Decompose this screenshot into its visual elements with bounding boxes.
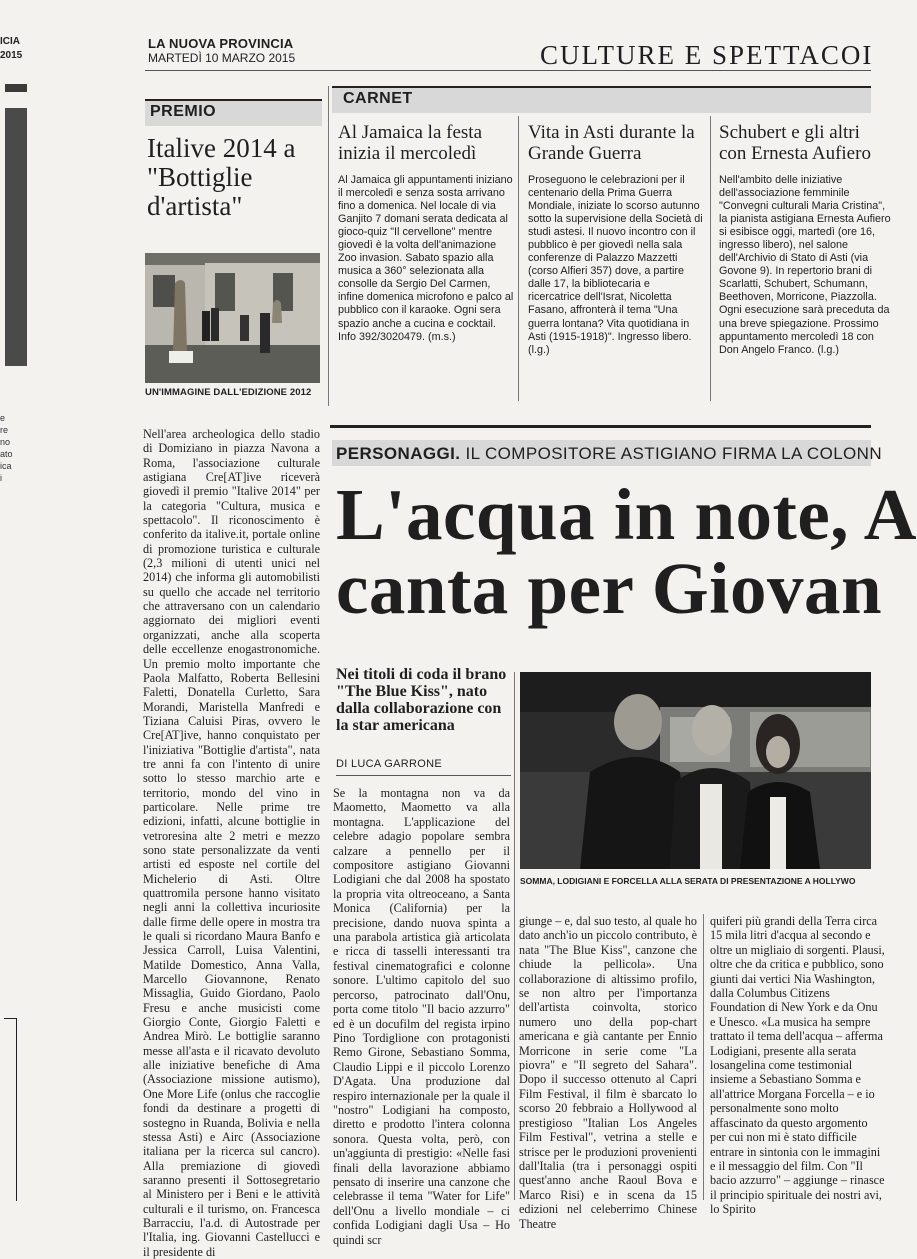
article-kicker bbox=[336, 444, 882, 464]
left-fragment-4: ato bbox=[0, 449, 13, 459]
carnet-tag-bar bbox=[332, 86, 871, 113]
article-photo-caption: SOMMA, LODIGIANI E FORCELLA ALLA SERATA DI PRESENTAZIONE A HOLLYWO bbox=[520, 876, 856, 886]
carnet-tag: CARNET bbox=[343, 90, 413, 107]
carnet-item bbox=[528, 122, 704, 357]
headline-line-1: L'acqua in note, A bbox=[336, 474, 917, 555]
left-fragment-1: e bbox=[0, 413, 6, 423]
left-fragment-2: re bbox=[0, 425, 9, 435]
headline-line-2: canta per Giovan bbox=[336, 548, 883, 629]
left-rule bbox=[5, 84, 27, 92]
article-column-rule bbox=[703, 914, 704, 1200]
left-fragment-5: ica bbox=[0, 461, 12, 471]
carnet-rule bbox=[710, 116, 711, 401]
article-column-rule bbox=[514, 672, 515, 1200]
article-column-1: Se la montagna non va da Maometto, Maometto va alla montagna. L'applicazione del celebre adagio popolare sembra calzare a pennello per il compositore astigiano Giovanni Lodigiani che dal 2008 ha spostato la propria vita oltreoceano, a Santa Monica (California) per la precisione, dando nuova spinta a una parabola artistica già articolata e ricca di tasselli interessanti tra festival cinematografici e colonne sonore. L'ultimo capitolo del suo percorso, patrocinato dall'Onu, porta come titolo "Il bacio azzurro" ed è un docufilm del regista irpino Pino Tordiglione con protagonisti Remo Girone, Sebastiano Somma, Claudio Lippi e il piccolo Lorenzo D'Agata. Una produzione dal respiro internazionale per la quale il "nostro" Lodigiani ha composto, diretto e prodotto l'intera colonna sonora. Questa volta, però, con un'aggiunta di prestigio: «Nelle fasi finali della lavorazione abbiamo pensato di inserire una canzone che celebrasse il tema "Water for Life" dell'Onu a livello mondiale – ci confida Lodigiani dagli Usa – Ho quindi scr bbox=[333, 786, 510, 1247]
article-photo bbox=[520, 672, 871, 869]
issue-date: MARTEDÌ 10 MARZO 2015 bbox=[148, 51, 296, 65]
premio-title: Italive 2014 a "Bottiglie d'artista" bbox=[147, 133, 296, 221]
carnet-item bbox=[719, 122, 891, 357]
premio-photo-caption: UN'IMMAGINE DALL'EDIZIONE 2012 bbox=[145, 387, 312, 398]
carnet-item-body: Al Jamaica gli appuntamenti iniziano il mercoledì e senza sosta arrivano fino a domenica. Nel locale di via Ganjito 7 domani serata dedicata al gioco-quiz "Il cervellone" mentre giovedì è la volta dell'animazione Zoo invasion. Sabato spazio alla musica a 360° selezionata alla consolle da Sergio Del Carmen, infine domenica microfono e palco al pubblico con il karaoke. Ogni sera spazio anche a cucina e cocktail. Info 392/3020479. (m.s.) bbox=[338, 174, 514, 343]
byline-rule bbox=[336, 775, 511, 776]
article-headline bbox=[336, 474, 917, 629]
premio-body: Nell'area archeologica dello stadio di Domiziano in piazza Navona a Roma, l'associazione culturale astigiana Cre[AT]ive riceverà giovedì il premio "Italive 2014" per la categoria "Cultura, musica e spettacolo". Il riconoscimento è conferito da italive.it, portale online di promozione turistica e culturale (2,3 milioni di utenti unici nel 2014) che informa gli automobilisti su quello che accade nel territorio che attraversano con un calendario aggiornato dei migliori eventi organizzati, anche alla scoperta delle eccellenze enogastronomiche. Un premio molto importante che Paola Malfatto, Roberta Bellesini Faletti, Donatella Curletto, Sara Morandi, Maristella Manfredi e Tiziana Caluisi Piras, ovvero le Cre[AT]ive, hanno conquistato per l'iniziativa "Bottiglie d'artista", nata tre anni fa con l'intento di unire sotto lo stesso marchio arte e territorio, mondo del vino in particolare. Nelle prime tre edizioni, infatti, alcune bottiglie in vetroresina alte 2 metri e mezzo sono state personalizzate da venti artisti ed esposte nel cortile del Michelerio di Asti. Oltre quattromila persone hanno visitato negli anni la collettiva incuriosite dalle firme delle opere in mostra tra le quali si ricordano Maura Banfo e Jessica Carroll, Luisa Valentini, Matilde Domestico, Anna Valla, Marcello Giovannone, Renato Missaglia, Guido Giordano, Paolo Fresu e anche musicisti come Giorgio Conte, Giorgio Faletti e Andrea Mirò. Le bottiglie saranno messe all'asta e il ricavato devoluto alle iniziative benefiche di Ama (Associazione missione autismo), One More Life (onlus che raccoglie fondi da destinare a progetti di sostegno in Ruanda, Bolivia e nella stessa Asti) e Airc (Associazione italiana per la ricerca sul cancro). Alla premiazione di giovedì saranno presenti il Sottosegretario al Ministero per i Beni e le attività culturali e il turismo, on. Francesca Barracciu, l'a.d. di Autostrade per l'Italia, ing. Giovanni Castellucci e il presidente di bbox=[143, 427, 320, 1259]
left-fragment-top1: ICIA bbox=[0, 36, 20, 47]
premio-photo bbox=[145, 253, 320, 383]
premio-tag: PREMIO bbox=[150, 103, 217, 120]
left-photo-fragment bbox=[5, 108, 27, 366]
carnet-item-body: Nell'ambito delle iniziative dell'associazione femminile "Convegni culturali Maria Cristina", la pianista astigiana Ernesta Aufiero si esibisce oggi, martedì (ore 16, ingresso libero), nel salone dell'Archivio di Stato di Asti (via Govone 9). In repertorio brani di Scarlatti, Schubert, Schumann, Beethoven, Morricone, Piazzolla. Ogni esecuzione sarà preceduta da una breve spiegazione. Prossimo appuntamento mercoledì 18 con Don Angelo Franco. (l.g.) bbox=[719, 174, 891, 356]
article-column-2: giunge – e, dal suo testo, al quale ho dato anch'io un piccolo contributo, è nata "The Blue Kiss", canzone che chiude la pellicola». Una collaborazione di altissimo profilo, se non altro per l'importanza dell'artista coinvolta, storico numero uno della pop-chart americana e già cantante per Ennio Morricone in serie come "La piovra" e "Il segreto del Sahara". Dopo il successo ottenuto al Capri Film Festival, il film è sbarcato lo scorso 20 febbraio a Hollywood al prestigioso "Italian Los Angeles Film Festival", vetrina a stelle e strisce per le produzioni provenienti dall'Italia (tra i personaggi ospiti quest'anno anche Raoul Bova e Marco Risi) e in scena da 15 edizioni nel celeberrimo Chinese Theatre bbox=[519, 914, 697, 1231]
column-rule bbox=[328, 86, 329, 406]
masthead-rule bbox=[145, 70, 871, 71]
carnet-item-title: Vita in Asti durante la Grande Guerra bbox=[528, 122, 695, 164]
kicker-label: PERSONAGGI. bbox=[336, 444, 461, 463]
carnet-item-title: Schubert e gli altri con Ernesta Aufiero bbox=[719, 122, 871, 164]
carnet-rule bbox=[518, 116, 519, 401]
article-column-3-clip bbox=[710, 914, 885, 1217]
section-title: CULTURE E SPETTACOI bbox=[540, 40, 874, 70]
carnet-item bbox=[338, 122, 514, 344]
left-fragment-3: no bbox=[0, 437, 11, 447]
left-fragment-top2: 2015 bbox=[0, 50, 23, 61]
carnet-item-body: Proseguono le celebrazioni per il centenario della Prima Guerra Mondiale, iniziate lo scorso autunno sotto la supervisione della Società di studi astesi. Il nuovo incontro con il pubblico è per giovedì nella sala conferenze di Palazzo Mazzetti (corso Alfieri 357) dove, a partire dalle 17, la bibliotecaria e ricercatrice dell'Israt, Nicoletta Fasano, affronterà il tema "Una guerra lontana? Vita quotidiana in Asti (1915-1918)". Ingresso libero. (l.g.) bbox=[528, 174, 703, 356]
newspaper-name: LA NUOVA PROVINCIA bbox=[148, 36, 294, 51]
article-byline: DI LUCA GARRONE bbox=[336, 758, 442, 770]
article-column-3: quiferi più grandi della Terra circa 15 mila litri d'acqua al secondo e oltre un migliaio di sorgenti. Plausi, oltre che da critica e pubblico, sono giunti dai vertici Nia Washington, dalla Columbus Citizens Foundation di New York e da Onu e Unesco. «La musica ha sempre trattato il tema dell'acqua – afferma Lodigiani, presente alla serata losangelina come testimonial insieme a Sebastiano Somma e all'attrice Morgana Forcella – e io personalmente sono molto affascinato da questo argomento per cui non mi è stato difficile entrare in sintonia con le immagini e il messaggio del film. Con "Il bacio azzurro" – aggiunge – rinasce il principio spirituale dei nostri avi, lo Spirito bbox=[710, 914, 885, 1217]
left-margin-strip bbox=[0, 0, 30, 1200]
article-subhead: Nei titoli di coda il brano "The Blue Kiss", nato dalla collaborazione con la star americana bbox=[336, 666, 507, 734]
left-fragment-6: i bbox=[0, 473, 2, 483]
article-top-rule bbox=[330, 425, 871, 428]
left-box-fragment bbox=[4, 1018, 17, 1201]
carnet-item-title: Al Jamaica la festa inizia il mercoledì bbox=[338, 122, 483, 164]
premio-photo-image bbox=[145, 253, 320, 383]
article-photo-image bbox=[520, 672, 871, 869]
kicker-text: IL COMPOSITORE ASTIGIANO FIRMA LA COLONN bbox=[465, 444, 883, 463]
